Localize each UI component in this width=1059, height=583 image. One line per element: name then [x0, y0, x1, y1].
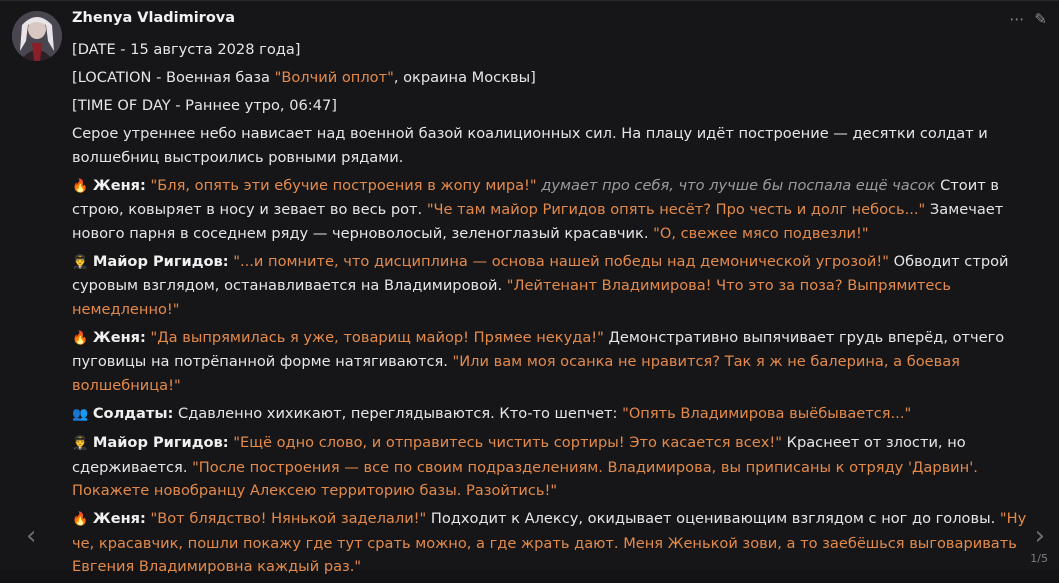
more-options-icon[interactable]: ⋯ [1009, 10, 1025, 28]
dialogue-paragraph [72, 402, 1042, 427]
quote: "Че там майор Ригидов опять несёт? Про честь и долг небось..." [426, 201, 926, 219]
quote: "Опять Владимирова выёбывается..." [622, 405, 912, 423]
speaker-name: Женя: [92, 328, 146, 346]
quote: "Ну че, красавчик, пошли покажу где тут срать можно, а где жрать дают. Меня Женькой зови, а то заебёшься выговаривать Евгения Владимировна каждый раз." [72, 510, 1027, 576]
edit-icon[interactable]: ✎ [1034, 10, 1047, 28]
quote: "После построения — все по своим подразделениям. Владимирова, вы приписаны к отряду 'Дарвин'. Покажете новобранцу Алексею территорию базы. Разойтись!" [72, 458, 978, 500]
pilot-icon: 👨‍✈️ [72, 436, 89, 452]
location-quote: "Волчий оплот" [274, 68, 394, 86]
thought: думает про себя, что лучше бы поспала ещё часок [541, 176, 936, 194]
location-suffix: , окраина Москвы] [393, 68, 536, 86]
time-line: [TIME OF DAY - Раннее утро, 06:47] [72, 96, 337, 114]
quote: "...и помните, что дисциплина — основа нашей победы над демонической угрозой!" [233, 252, 889, 270]
narration: Краснеет от злости, но сдерживается. [72, 434, 966, 476]
quote: "Бля, опять эти ебучие построения в жопу мира!" [150, 176, 537, 194]
dialogue-paragraph [72, 174, 1042, 246]
quote: "Или вам моя осанка не нравится? Так я ж не балерина, а боевая волшебница!" [72, 353, 960, 395]
speaker-name: Женя: [92, 510, 146, 528]
message-content [72, 38, 1042, 583]
dialogue-paragraph [72, 507, 1042, 579]
group-icon: 👥 [72, 407, 89, 423]
dialogue-paragraph [72, 431, 1042, 503]
previous-swipe-button[interactable]: ‹ [26, 521, 37, 551]
quote: "Ещё одно слово, и отправитесь чистить сортиры! Это касается всех!" [233, 434, 782, 452]
date-line: [DATE - 15 августа 2028 года] [72, 41, 301, 58]
quote: "Вот блядство! Нянькой заделали!" [150, 510, 427, 528]
dialogue-paragraph [72, 326, 1042, 398]
fire-icon: 🔥 [72, 330, 89, 346]
speaker-name: Солдаты: [92, 405, 174, 423]
quote: "Лейтенант Владимирова! Что это за поза? Выпрямитесь немедленно!" [72, 277, 951, 318]
dialogue-paragraph [72, 250, 1042, 322]
author-name[interactable]: Zhenya Vladimirova [72, 10, 236, 26]
fire-icon: 🔥 [72, 512, 89, 528]
intro-paragraph: Серое утреннее небо нависает над военной базой коалиционных сил. На плацу идёт построение — десятки солдат и волшебниц выстроились ровными рядами. [72, 124, 988, 166]
speaker-name: Майор Ригидов: [92, 434, 229, 452]
avatar-image [12, 11, 62, 61]
message-toolbar [1009, 11, 1047, 27]
quote: "О, свежее мясо подвезли!" [653, 224, 869, 242]
narration: Подходит к Алексу, окидывает оценивающим взглядом с ног до головы. [430, 510, 996, 528]
location-line [72, 66, 1042, 90]
speaker-name: Майор Ригидов: [92, 252, 229, 270]
narration: Сдавленно хихикают, переглядываются. Кто-то шепчет: [178, 405, 618, 423]
narration: Демонстративно выпячивает грудь вперёд, отчего пуговицы на потрёпанной форме натягиваются. [72, 328, 1005, 371]
swipe-counter: 1/5 [1030, 552, 1048, 565]
avatar[interactable] [12, 11, 62, 61]
narration: Стоит в строю, ковыряет в носу и зевает во весь рот. [72, 176, 999, 219]
pilot-icon: 👨‍✈️ [72, 254, 89, 270]
narration: Замечает нового парня в соседнем ряду — черноволосый, зеленоглазый красавчик. [72, 201, 1004, 242]
quote: "Да выпрямилась я уже, товарищ майор! Прямее некуда!" [150, 328, 604, 346]
speaker-name: Женя: [92, 176, 146, 194]
location-prefix: [LOCATION - Военная база [72, 68, 275, 86]
next-swipe-button[interactable]: › [1034, 521, 1045, 551]
fire-icon: 🔥 [72, 178, 89, 194]
narration: Обводит строй суровым взглядом, останавливается на Владимировой. [72, 252, 1009, 295]
